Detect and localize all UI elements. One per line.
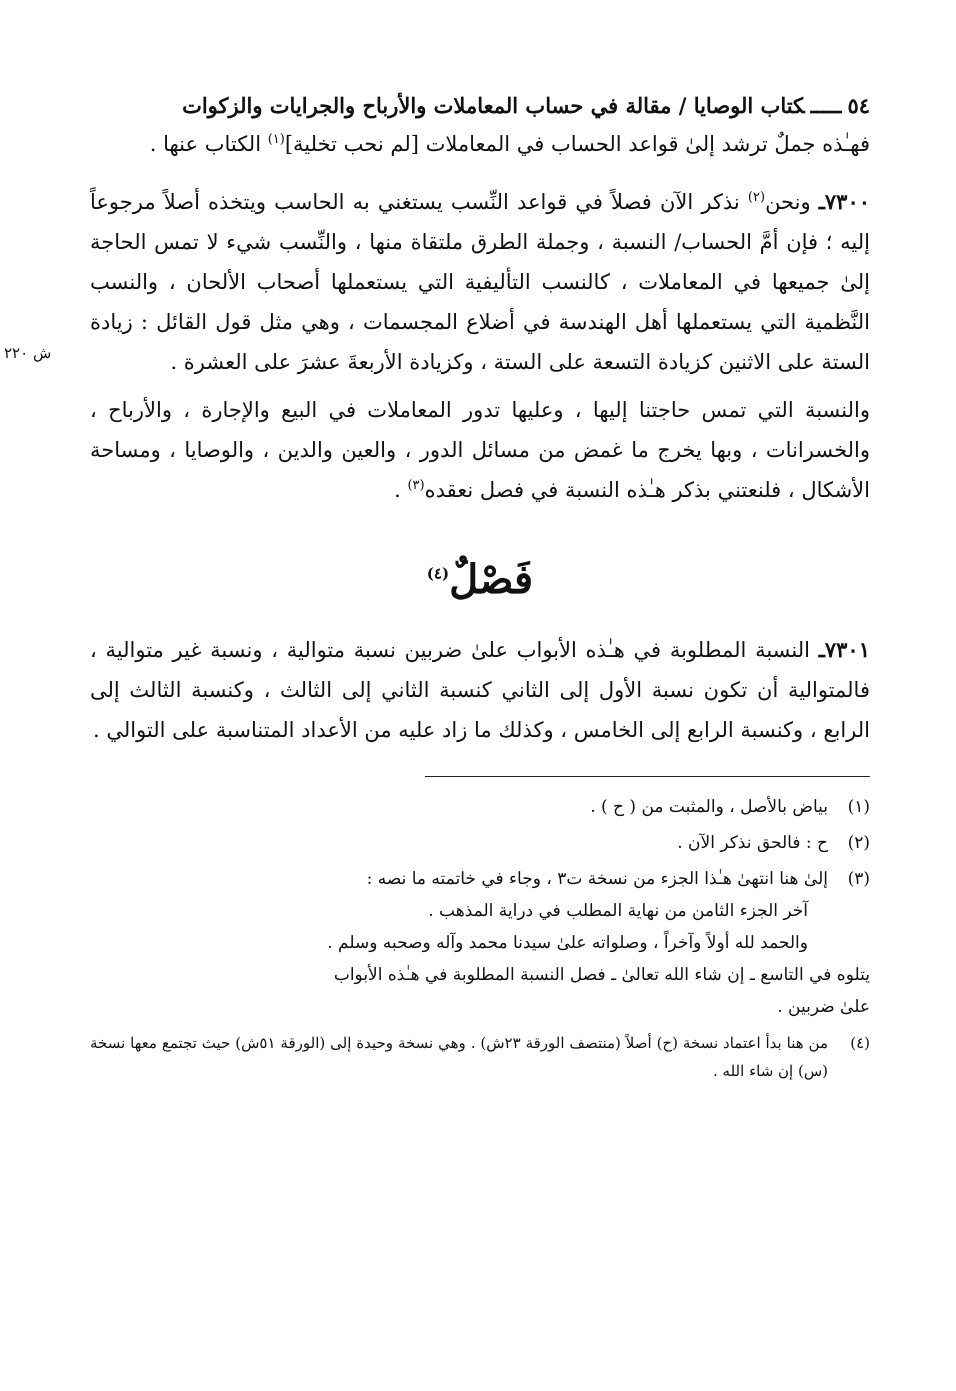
paragraph-number-7300: ٧٣٠٠ـ <box>818 189 871 214</box>
paragraph-7300 <box>90 182 870 382</box>
footnote-4 <box>90 1029 870 1085</box>
footnote-quote-line: والحمد لله أولاً وآخراً ، وصلواته علىٰ سيدنا محمد وآله وصحبه وسلم . <box>327 933 808 953</box>
footnote-number: (٣) <box>847 869 870 889</box>
footnote-body <box>90 827 828 859</box>
footnote-2 <box>90 827 870 859</box>
footnote-ref-1: (١) <box>267 132 285 147</box>
page-number: ٥٤ <box>847 93 870 118</box>
section-heading-title: فَصْلٌ <box>449 556 534 603</box>
header-title: كتاب الوصايا / مقالة في حساب المعاملات والأرباح والجرايات والزكوات <box>182 93 805 118</box>
paragraph-proportion-text: والنسبة التي تمس حاجتنا إليها ، وعليها تدور المعاملات في البيع والإجارة ، والأرباح ، والخسرانات ، وبها يخرج ما غمض من مسائل الدور ، والعين والدين ، والوصايا ، ومساحة الأشكال ، فلنعتني بذكر هـٰذه النسبة في فصل نعقده <box>90 398 870 502</box>
intro-paragraph <box>90 124 870 164</box>
footnote-ref-3: (٣) <box>407 478 425 493</box>
margin-folio-note: ش ٢٢٠ <box>4 344 52 362</box>
footnote-body <box>90 863 870 1023</box>
footnote-3 <box>90 863 870 1023</box>
footnote-line: بياض بالأصل ، والمثبت من ( ح ) . <box>590 797 828 817</box>
footnote-ref-4: (٤) <box>426 564 450 583</box>
footnote-quote-line: علىٰ ضربين . <box>777 997 870 1017</box>
footnote-line: إلىٰ هنا انتهىٰ هـٰذا الجزء من نسخة ت٣ ، وجاء في خاتمته ما نصه : <box>366 869 828 889</box>
paragraph-7300-text-after: نذكر الآن فصلاً في قواعد النِّسب يستغني به الحاسب ويتخذه أصلاً مرجوعاً إليه ؛ فإن أمَّ الحساب/ النسبة ، وجملة الطرق ملتقاة منها ، والنِّسب شيء لا تمس الحاجة إلىٰ جميعها في المعاملات ، كالنسب التأليفية التي يستعملها أصحاب الألحان ، والنسب النَّظمية التي يستعملها أهل الهندسة في أضلاع المجسمات ، وهي مثل قول القائل : زيادة الستة على الاثنين كزيادة التسعة على الستة ، وكزيادة الأربعةَ عشرَ على العشرة . <box>90 190 870 374</box>
footnote-number: (٢) <box>847 833 870 853</box>
footnote-quote-line: يتلوه في التاسع ـ إن شاء الله تعالىٰ ـ فصل النسبة المطلوبة في هـٰذه الأبواب <box>333 965 870 985</box>
intro-text-after: الكتاب عنها . <box>149 132 268 156</box>
footnote-number: (١) <box>847 797 870 817</box>
paragraph-7301 <box>90 630 870 750</box>
intro-text-before: فهـٰذه جملٌ ترشد إلىٰ قواعد الحساب في المعاملات [لم نحب تخلية] <box>284 132 870 156</box>
paragraph-number-7301: ٧٣٠١ـ <box>818 637 870 662</box>
paragraph-7300-text-before: ونحن <box>765 190 819 214</box>
footnote-body <box>90 791 828 823</box>
paragraph-proportion <box>90 390 870 510</box>
paragraph-proportion-text-after: . <box>394 478 408 502</box>
section-heading <box>90 550 870 610</box>
footnote-divider <box>425 776 870 777</box>
paragraph-7301-text: النسبة المطلوبة في هـٰذه الأبواب علىٰ ضربين نسبة متوالية ، ونسبة غير متوالية ، فالمتوالية أن تكون نسبة الأول إلى الثاني كنسبة الثاني إلى الثالث ، وكنسبة الثالث إلى الرابع ، وكنسبة الرابع إلى الخامس ، وكذلك ما زاد عليه من الأعداد المتناسبة على التوالي . <box>90 638 870 742</box>
footnote-1 <box>90 791 870 823</box>
running-head <box>90 88 870 124</box>
footnote-line: ح : فالحق نذكر الآن . <box>677 833 828 853</box>
book-page <box>4 88 871 1089</box>
footnote-body: من هنا بدأ اعتماد نسخة (ح) أصلاً (منتصف الورقة ٢٣ش) . وهي نسخة وحيدة إلى (الورقة ٥١ش) حيث تجتمع معها نسخة (س) إن شاء الله . <box>90 1034 829 1080</box>
footnote-number: (٤) <box>850 1034 870 1052</box>
header-separator: ـــــ <box>810 93 842 118</box>
footnote-quote-line: آخر الجزء الثامن من نهاية المطلب في دراية المذهب . <box>428 901 808 921</box>
footnote-ref-2: (٢) <box>747 190 766 205</box>
